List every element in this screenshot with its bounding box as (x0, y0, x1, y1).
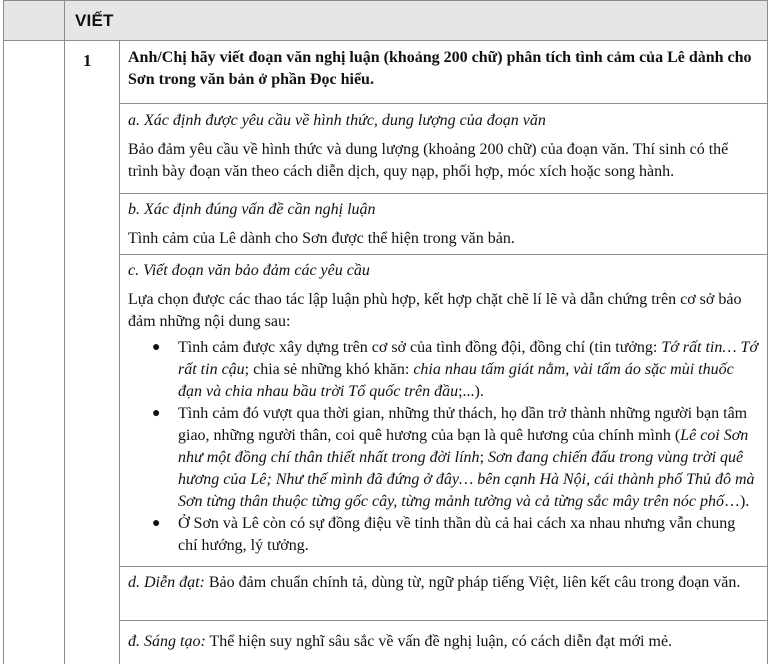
table-divider-col2 (119, 40, 120, 664)
row-divider (119, 103, 768, 104)
row-divider (119, 193, 768, 194)
criterion-b-body: Tình cảm của Lê dành cho Sơn được thể hiện trong văn bản. (128, 230, 515, 247)
row-divider (119, 254, 768, 255)
question-prompt: Anh/Chị hãy viết đoạn văn nghị luận (khoảng 200 chữ) phân tích tình cảm của Lê dành cho Sơn trong văn bản ở phần Đọc hiểu. (128, 49, 752, 88)
section-header (3, 0, 768, 40)
criterion-a-body: Bảo đảm yêu cầu về hình thức và dung lượng (khoảng 200 chữ) của đoạn văn. Thí sinh có thể trình bày đoạn văn theo cách diễn dịch, quy nạp, phối hợp, móc xích hoặc song hành. (128, 141, 729, 180)
criterion-a-heading: a. Xác định được yêu cầu về hình thức, dung lượng của đoạn văn (128, 112, 546, 129)
criterion-c-list (128, 337, 758, 557)
criterion-c-heading: c. Viết đoạn văn bảo đảm các yêu cầu (128, 262, 370, 279)
list-item: ● Ở Sơn và Lê còn có sự đồng điệu về tinh thần dù cả hai cách xa nhau nhưng vẫn chung chí hướng, lý tưởng. (152, 515, 736, 554)
criterion-c-intro: Lựa chọn được các thao tác lập luận phù hợp, kết hợp chặt chẽ lí lẽ và dẫn chứng trên cơ sở bảo đảm những nội dung sau: (128, 291, 742, 330)
bullet-icon: ● (152, 516, 161, 531)
row-divider (3, 40, 768, 41)
table-border-left (3, 0, 4, 664)
criterion-c (128, 260, 758, 557)
bullet-icon: ● (152, 406, 161, 421)
table-border-right (767, 0, 768, 664)
criterion-a (128, 110, 758, 183)
criterion-d-label: d. Diễn đạt: (128, 574, 205, 591)
criterion-d (128, 572, 758, 594)
row-divider (119, 566, 768, 567)
list-item: ● Tình cảm được xây dựng trên cơ sở của tình đồng đội, đồng chí (tin tưởng: Tớ rất tin… Tớ rất tin cậu; chia sẻ những khó khăn: chia nhau tấm giát nằm, vài tấm áo sặc mùi thuốc đạn và chia nhau bầu trời Tổ quốc trên đầu;...). (152, 339, 758, 400)
criterion-e (128, 631, 758, 653)
question-number: 1 (83, 51, 92, 70)
criterion-b-heading: b. Xác định đúng vấn đề cần nghị luận (128, 201, 376, 218)
section-title: VIẾT (75, 11, 114, 30)
criterion-e-label: đ. Sáng tạo: (128, 633, 206, 650)
table-divider-col1 (64, 0, 65, 664)
criterion-d-body: Bảo đảm chuẩn chính tả, dùng từ, ngữ pháp tiếng Việt, liên kết câu trong đoạn văn. (204, 574, 741, 591)
criterion-b (128, 199, 758, 250)
list-item: ● Tình cảm đó vượt qua thời gian, những thử thách, họ dần trở thành những người bạn tâm giao, những người thân, coi quê hương của bạn là quê hương của chính mình (Lê coi Sơn như một đồng chí thân thiết nhất trong đời lính; Sơn đang chiến đấu trong vùng trời quê hương của Lê; Như thế mình đã đứng ở đây… bên cạnh Hà Nội, cái thành phố Thủ đô mà Sơn từng thân thuộc từng gốc cây, từng mảnh tường và cả từng sắc mây trên nóc phố…). (152, 405, 755, 510)
bullet-icon: ● (152, 340, 161, 355)
criterion-e-body: Thể hiện suy nghĩ sâu sắc về vấn đề nghị luận, có cách diễn đạt mới mẻ. (205, 633, 673, 650)
table-border-top (3, 0, 768, 1)
row-divider (119, 620, 768, 621)
